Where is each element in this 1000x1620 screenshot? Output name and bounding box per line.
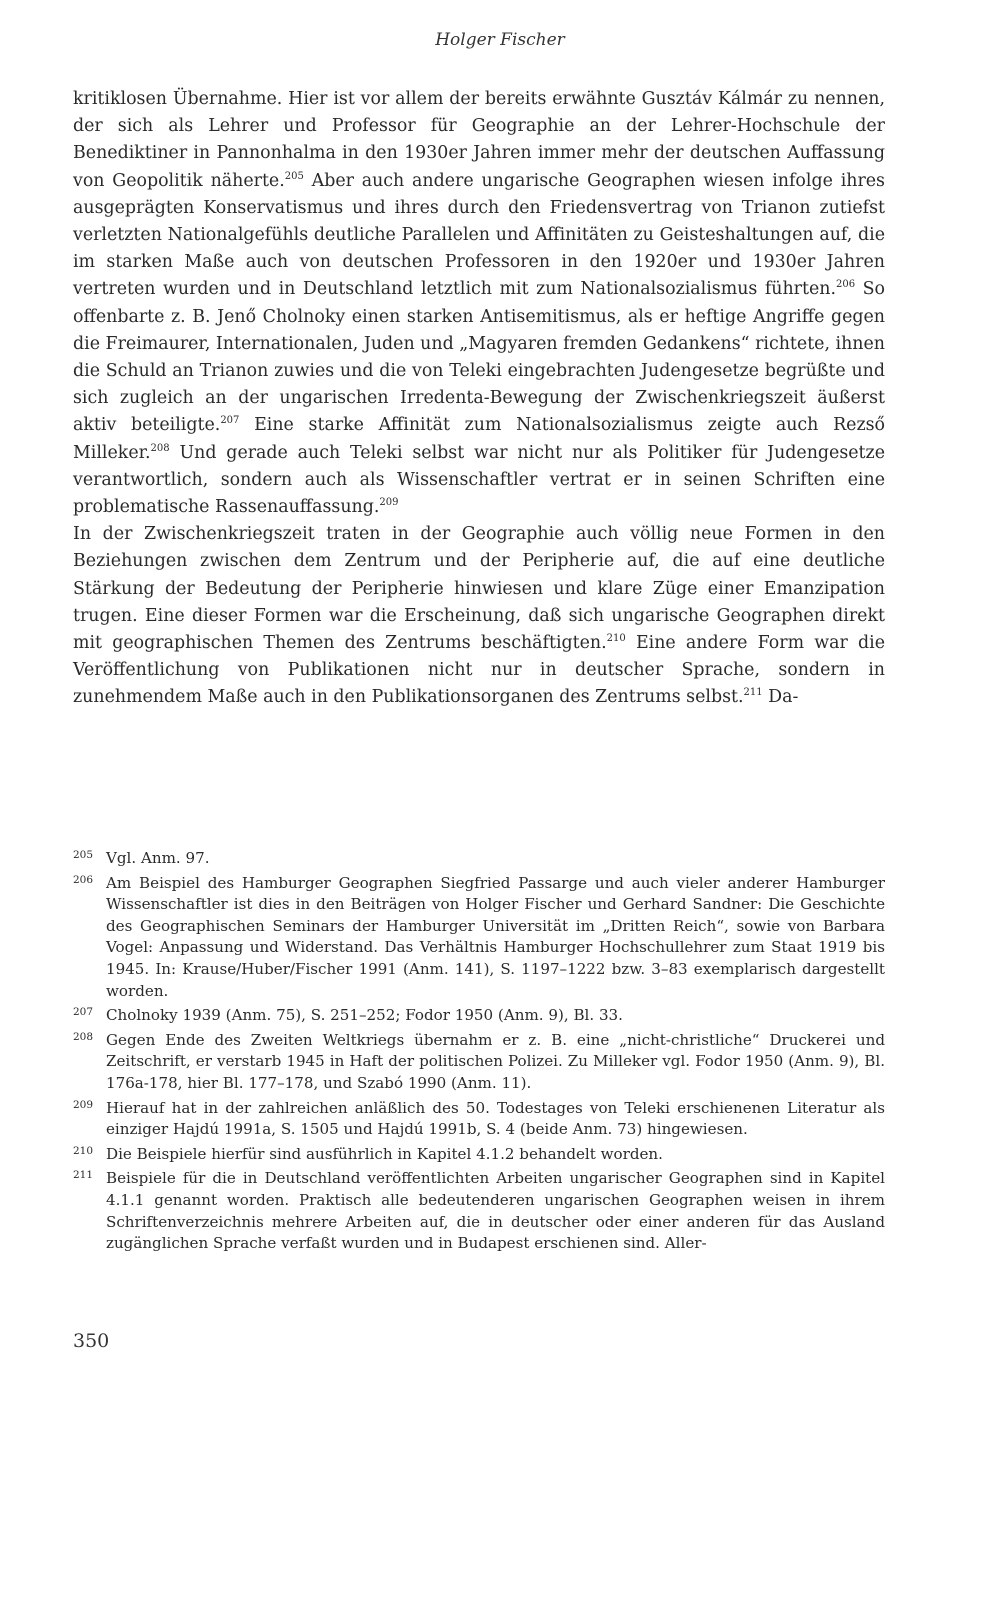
main-text <box>73 86 885 712</box>
footnote-ref[interactable]: 207 <box>220 415 240 427</box>
footnote-text: Vgl. Anm. 97. <box>106 849 210 867</box>
text-run: Da- <box>762 687 799 708</box>
footnote-ref[interactable]: 210 <box>606 633 626 645</box>
footnote <box>73 873 885 1003</box>
footnote-text: Hierauf hat in der zahlreichen anläßlich des 50. Todestages von Teleki erschienenen Literatur als einziger Hajdú 1991a, S. 1505 und Hajdú 1991b, S. 4 (beide Anm. 73) hingewiesen. <box>106 1098 885 1139</box>
footnote <box>73 1005 885 1027</box>
footnote-number: 207 <box>73 1006 94 1019</box>
text-run: So offenbarte z. B. Jenő Cholnoky einen starken Antisemitismus, als er heftige Angriffe gegen die Freimaurer, Internationalen, Juden und „Magyaren fremden Gedankens“ richtete, ihnen die Schuld an Trianon zuwies und die von Teleki eingebrachten Judengesetze begrüßte und sich zugleich an der ungarischen Irredenta-Bewegung der Zwischenkriegszeit äußerst aktiv beteiligte. <box>73 279 885 436</box>
footnote <box>73 1098 885 1141</box>
text-run: Eine andere Form war die Veröffentlichung von Publikationen nicht nur in deutscher Sprache, sondern in zunehmendem Maße auch in den Publikationsorganen des Zentrums selbst. <box>73 633 885 708</box>
page-number: 350 <box>73 1330 110 1352</box>
footnote-ref[interactable]: 209 <box>379 497 399 509</box>
footnote-text: Die Beispiele hierfür sind ausführlich in Kapitel 4.1.2 behandelt worden. <box>106 1144 663 1163</box>
footnote-ref[interactable]: 211 <box>743 687 763 699</box>
footnote-number: 208 <box>73 1030 94 1043</box>
paragraph <box>73 86 885 521</box>
footnote-text: Beispiele für die in Deutschland veröffentlichten Arbeiten ungarischer Geographen sind in Kapitel 4.1.1 genannt worden. Praktisch alle bedeutenderen ungarischen Geographen weisen in ihrem Schriftenverzeichnis mehrere Arbeiten auf, die in deutscher oder einer anderen für das Ausland zugänglichen Sprache verfaßt wurden und in Budapest erschienen sind. Aller- <box>106 1169 885 1253</box>
footnote-ref[interactable]: 208 <box>150 442 170 454</box>
footnote-text: Am Beispiel des Hamburger Geographen Siegfried Passarge und auch vieler anderer Hamburger Wissenschaftler ist dies in den Beiträgen von Holger Fischer und Gerhard Sandner: Die Geschichte des Geographischen Seminars der Hamburger Universität im „Dritten Reich“, sowie von Barbara Vogel: Anpassung und Widerstand. Das Verhältnis Hamburger Hochschullehrer zum Staat 1919 bis 1945. In: Krause/Huber/Fischer 1991 (Anm. 141), S. 1197–1222 bzw. 3–83 exemplarisch dargestellt worden. <box>106 873 885 1000</box>
footnote-number: 205 <box>73 849 94 861</box>
footnotes <box>73 848 885 1258</box>
footnote <box>73 1144 885 1166</box>
footnote <box>73 848 885 870</box>
text-run: Und gerade auch Teleki selbst war nicht nur als Politiker für Judengesetze verantwortlich, sondern auch als Wissenschaftler vertrat er in seinen Schriften eine problematische Rassenauffassung. <box>73 442 885 518</box>
footnote <box>73 1030 885 1095</box>
text-run: In der Zwischenkriegszeit traten in der Geographie auch völlig neue Formen in den Beziehungen zwischen dem Zentrum und der Peripherie auf, die auf eine deutliche Stärkung der Bedeutung der Peripherie hinwiesen und klare Züge einer Emanzipation trugen. Eine dieser Formen war die Erscheinung, daß sich ungarische Geographen direkt mit geographischen Themen des Zentrums beschäftigten. <box>73 524 885 654</box>
footnote-number: 209 <box>73 1098 94 1111</box>
footnote-number: 210 <box>73 1144 94 1157</box>
text-run: Eine starke Affinität zum Nationalsozialismus zeigte auch Rezső Milleker. <box>73 415 886 463</box>
footnote-number: 206 <box>73 873 94 886</box>
footnote <box>73 1168 885 1254</box>
footnote-ref[interactable]: 206 <box>836 279 856 291</box>
footnote-number: 211 <box>73 1169 94 1182</box>
footnote-ref[interactable]: 205 <box>284 170 304 182</box>
footnote-text: Cholnoky 1939 (Anm. 75), S. 251–252; Fodor 1950 (Anm. 9), Bl. 33. <box>106 1006 623 1025</box>
text-run: kritiklosen Übernahme. Hier ist vor allem der bereits erwähnte Gusztáv Kálmár zu nennen, der sich als Lehrer und Professor für Geographie an der Lehrer-Hochschule der Benediktiner in Pannonhalma in den 1930er Jahren immer mehr der deutschen Auffassung von Geopolitik näherte. <box>73 89 885 191</box>
paragraph <box>73 521 885 711</box>
footnote-text: Gegen Ende des Zweiten Weltkriegs übernahm er z. B. eine „nicht-christliche“ Druckerei und Zeitschrift, er verstarb 1945 in Haft der politischen Polizei. Zu Milleker vgl. Fodor 1950 (Anm. 9), Bl. 176a-178, hier Bl. 177–178, und Szabó 1990 (Anm. 11). <box>106 1030 885 1092</box>
running-head: Holger Fischer <box>435 30 565 50</box>
text-run: Aber auch andere ungarische Geographen wiesen infolge ihres ausgeprägten Konservatismus und ihres durch den Friedensvertrag von Trianon zutiefst verletzten Nationalgefühls deutliche Parallelen und Affinitäten zu Geisteshaltungen auf, die im starken Maße auch von deutschen Professoren in den 1920er und 1930er Jahren vertreten wurden und in Deutschland letztlich mit zum Nationalsozialismus führten. <box>73 170 885 300</box>
